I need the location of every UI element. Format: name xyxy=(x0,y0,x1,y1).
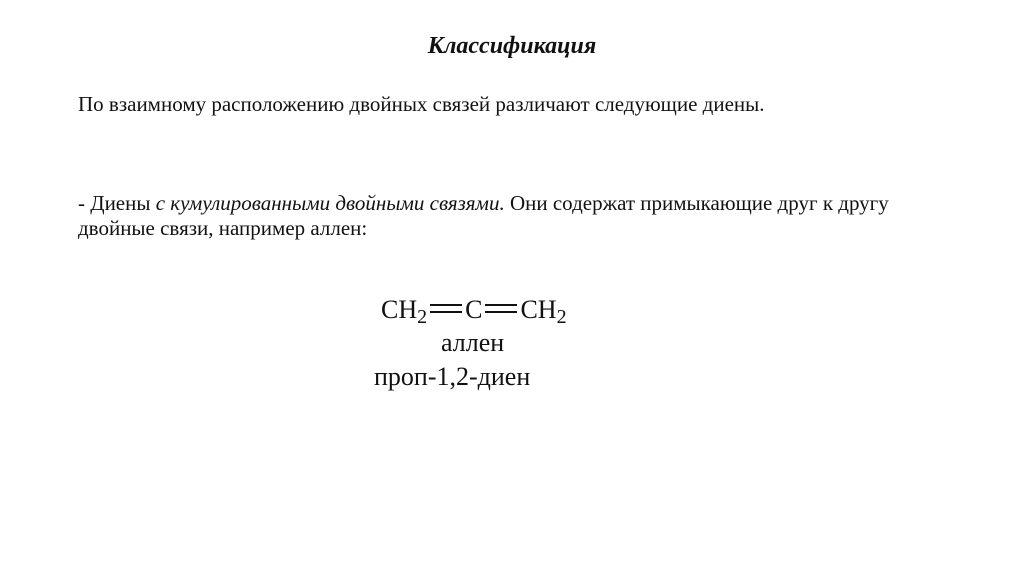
double-bond-icon xyxy=(430,304,462,313)
cumulated-dienes-paragraph xyxy=(78,191,958,241)
allene-formula xyxy=(381,293,567,327)
item-emphasis: с кумулированными двойными связями. xyxy=(155,191,505,215)
item-rest: Они содержат примыкающие друг к другу двойные связи, например аллен: xyxy=(78,191,889,240)
formula-group-right: CH xyxy=(520,295,557,324)
formula-subscript-right: 2 xyxy=(556,306,567,328)
formula-group-left: CH xyxy=(381,295,418,324)
formula-subscript-left: 2 xyxy=(417,306,428,328)
slide-title: Классификация xyxy=(427,33,597,59)
intro-paragraph: По взаимному расположению двойных связей различают следующие диены. xyxy=(78,92,765,116)
trivial-name: аллен xyxy=(441,328,505,357)
formula-center-atom: C xyxy=(465,295,483,324)
item-prefix: - Диены xyxy=(78,191,156,215)
double-bond-icon xyxy=(485,304,517,313)
iupac-name: проп-1,2-диен xyxy=(374,362,531,391)
